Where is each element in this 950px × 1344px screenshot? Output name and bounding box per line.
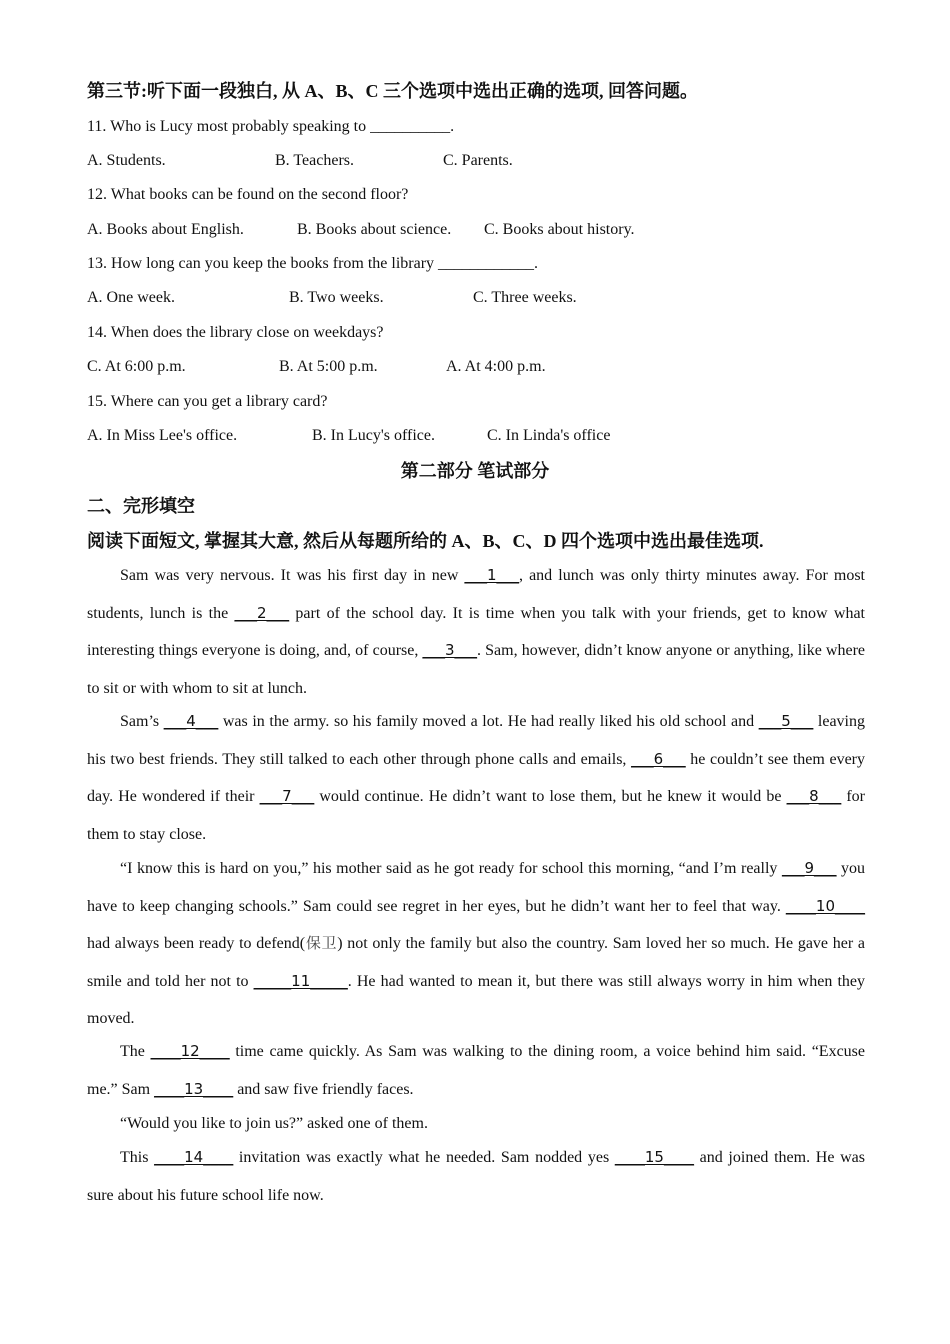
q11-option-b: B. Teachers. (275, 152, 354, 169)
passage-text: would continue. He didn’t want to lose them, but he knew it would be (314, 788, 787, 805)
passage-text: , and lunch was only thirty minutes away. For most students, lunch is the (87, 567, 865, 622)
blank-2: ___2___ (234, 603, 290, 622)
blank-11: _____11_____ (253, 971, 348, 990)
passage-text: he couldn’t see them every day. He wondered if their (87, 750, 866, 805)
q12-option-b: B. Books about science. (297, 221, 452, 238)
cloze-instructions: 阅读下面短文, 掌握其大意, 然后从每题所给的 A、B、C、D 四个选项中选出最佳选项. (87, 531, 764, 551)
q11-option-c: C. Parents. (443, 152, 513, 169)
blank-5: ___5___ (758, 712, 814, 730)
passage-paragraph-5 (87, 1105, 865, 1143)
blank-15: ____15____ (614, 1148, 694, 1166)
q15-option-b: B. In Lucy's office. (312, 427, 435, 444)
passage-text: invitation was exactly what he needed. Sam nodded yes (233, 1149, 615, 1166)
q13-option-b: B. Two weeks. (289, 289, 384, 306)
blank-1: ___1___ (464, 566, 520, 584)
blank-10: ____10____ (785, 896, 865, 915)
passage-text: for them to stay close. (87, 788, 866, 843)
passage-paragraph-3 (87, 850, 865, 1038)
passage-text: you have to keep changing schools.” Sam could see regret in her eyes, but he didn’t want her to feel that way. (87, 860, 866, 915)
passage-text: and joined them. He was sure about his future school life now. (87, 1149, 865, 1204)
blank-8: ___8___ (786, 787, 842, 805)
question-12: 12. What books can be found on the second floor? (87, 186, 409, 203)
section3-heading: 第三节:听下面一段独白, 从 A、B、C 三个选项中选出正确的选项, 回答问题。 (87, 81, 698, 101)
q12-option-a: A. Books about English. (87, 221, 244, 238)
q13-option-a: A. One week. (87, 289, 175, 306)
blank-13: ____13____ (154, 1079, 234, 1098)
part2-title: 第二部分 笔试部分 (400, 461, 550, 481)
blank-7: ___7___ (259, 787, 315, 805)
question-14: 14. When does the library close on weekdays? (87, 324, 384, 341)
passage-text: part of the school day. It is time when you talk with your friends, get to know what interesting things everyone is doing, and, of course, (87, 604, 866, 659)
question-15: 15. Where can you get a library card? (87, 393, 328, 410)
passage-text: Sam’s (120, 713, 164, 730)
cloze-section-title: 二、完形填空 (87, 496, 195, 516)
passage-text: and saw five friendly faces. (233, 1080, 414, 1098)
q14-option-c: C. At 6:00 p.m. (87, 358, 186, 375)
chinese-gloss: 保卫 (305, 934, 338, 952)
blank-9: ___9___ (781, 859, 837, 877)
passage-paragraph-4 (87, 1033, 865, 1108)
blank-3: ___3___ (422, 641, 478, 659)
blank-6: ___6___ (631, 749, 686, 768)
passage-text: ) not only the family but also the country. Sam loved her so much. He gave her a smile and told her not to (87, 935, 865, 990)
passage-paragraph-1 (87, 557, 865, 707)
q15-option-a: A. In Miss Lee's office. (87, 427, 238, 444)
question-11: 11. Who is Lucy most probably speaking to __________. (87, 118, 455, 135)
passage-text: “I know this is hard on you,” his mother said as he got ready for school this morning, “and I’m really (120, 860, 782, 877)
passage-text: The (120, 1043, 151, 1060)
q14-option-b: B. At 5:00 p.m. (279, 358, 378, 375)
blank-14: ____14____ (154, 1148, 234, 1166)
q12-option-c: C. Books about history. (484, 221, 635, 238)
passage-paragraph-6 (87, 1139, 865, 1214)
passage-text: This (120, 1149, 155, 1166)
passage-text: had always been ready to defend( (87, 935, 306, 952)
question-13: 13. How long can you keep the books from the library ____________. (87, 255, 539, 272)
passage-text: was in the army. so his family moved a lot. He had really liked his old school and (218, 713, 759, 730)
passage-paragraph-2 (87, 703, 865, 853)
q15-option-c: C. In Linda's office (487, 427, 611, 444)
q13-option-c: C. Three weeks. (473, 289, 577, 306)
passage-text: “Would you like to join us?” asked one of them. (120, 1115, 428, 1132)
passage-text: Sam was very nervous. It was his first day in new (120, 567, 465, 584)
passage-text: . He had wanted to mean it, but there was still always worry in him when they moved. (87, 972, 865, 1027)
blank-12: ____12____ (150, 1042, 230, 1060)
q14-option-a: A. At 4:00 p.m. (446, 358, 546, 375)
passage-text: time came quickly. As Sam was walking to the dining room, a voice behind him said. “Excuse me.” Sam (87, 1043, 866, 1098)
passage-text: . Sam, however, didn’t know anyone or anything, like where to sit or with whom to sit at lunch. (87, 642, 866, 697)
blank-4: ___4___ (163, 712, 219, 730)
q11-option-a: A. Students. (87, 152, 166, 169)
passage-text: leaving his two best friends. They still talked to each other through phone calls and emails, (87, 713, 866, 768)
